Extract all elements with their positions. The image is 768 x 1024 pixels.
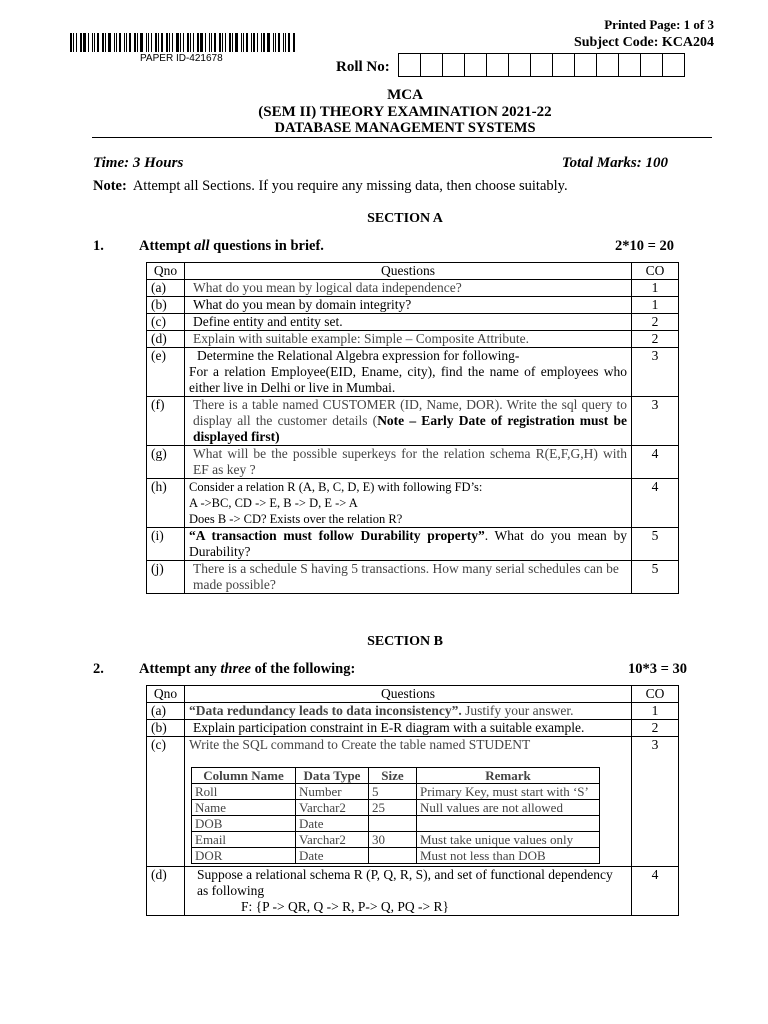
barcode-bar (119, 33, 121, 52)
question-text (185, 348, 632, 397)
table-header-row (147, 686, 679, 703)
barcode-bar (155, 33, 157, 52)
barcode-bar (114, 33, 115, 52)
q2-instruction (139, 661, 355, 678)
printed-page (604, 17, 714, 33)
barcode-bar (129, 33, 131, 52)
qno: (e) (147, 348, 185, 397)
q1-marks: 2*10 = 20 (614, 238, 674, 254)
qno: (h) (147, 479, 185, 528)
co-value: 5 (632, 528, 679, 561)
table-row (147, 314, 679, 331)
barcode-bar (124, 33, 125, 52)
q2-marks: 10*3 = 30 (627, 661, 687, 677)
co-value: 4 (632, 446, 679, 479)
question-text (185, 479, 632, 528)
barcode-bar (273, 33, 274, 52)
subject-title: DATABASE MANAGEMENT SYSTEMS (274, 120, 536, 136)
barcode-bar (148, 33, 149, 52)
cell (369, 848, 417, 864)
exam-title: (SEM II) THEORY EXAMINATION 2021-22 (258, 104, 552, 120)
cell: Date (296, 848, 369, 864)
student-table-header (192, 768, 600, 784)
barcode-bar (92, 33, 93, 52)
section-a-heading: SECTION A (367, 211, 443, 226)
qno: (g) (147, 446, 185, 479)
barcode-bar (83, 33, 86, 52)
barcode-bar (146, 33, 147, 52)
table-row (147, 703, 679, 720)
q1-instruction-pre: Attempt (139, 238, 195, 254)
barcode-bar (211, 33, 212, 52)
barcode-bar (243, 33, 244, 52)
barcode-bar (80, 33, 82, 52)
student-table-row (192, 832, 600, 848)
note-text: Attempt all Sections. If you require any missing data, then choose suitably. (132, 178, 568, 194)
co-value: 3 (632, 348, 679, 397)
cell: Varchar2 (296, 832, 369, 848)
roll-box[interactable] (486, 53, 509, 77)
q1-instruction-em: all (194, 238, 210, 254)
student-table-row (192, 800, 600, 816)
cell (369, 816, 417, 832)
question-text (185, 703, 632, 720)
cell: Email (192, 832, 296, 848)
qno: (c) (147, 314, 185, 331)
student-table-row (192, 848, 600, 864)
barcode-bar (176, 33, 179, 52)
roll-box[interactable] (662, 53, 685, 77)
cell (417, 816, 600, 832)
course-title: MCA (387, 87, 423, 103)
col-data-type: Data Type (296, 768, 369, 784)
cell: Name (192, 800, 296, 816)
roll-box[interactable] (442, 53, 465, 77)
barcode-bar (200, 33, 203, 52)
question-line: A ->BC, CD -> E, B -> D, E -> A (189, 496, 358, 510)
qno: (f) (147, 397, 185, 446)
printed-page-label: Printed Page: (604, 17, 681, 32)
roll-box[interactable] (398, 53, 421, 77)
barcode-bar (288, 33, 290, 52)
co-value: 5 (632, 561, 679, 594)
table-row (147, 479, 679, 528)
barcode-bar (205, 33, 206, 52)
barcode-bar (180, 33, 181, 52)
question-text (185, 528, 632, 561)
roll-box[interactable] (464, 53, 487, 77)
paper-id: PAPER ID-421678 (140, 53, 223, 64)
qno: (d) (147, 867, 185, 916)
qno: (i) (147, 528, 185, 561)
barcode-bar (267, 33, 270, 52)
co-value: 2 (632, 331, 679, 348)
barcode-bar (187, 33, 189, 52)
barcode-bar (261, 33, 262, 52)
section-b-table (146, 685, 679, 916)
barcode-bar (251, 33, 252, 52)
table-row (147, 528, 679, 561)
table-row (147, 867, 679, 916)
barcode-bar (214, 33, 216, 52)
q2-instruction-em: three (220, 661, 251, 677)
question-line: Determine the Relational Algebra expression for following- (197, 348, 520, 363)
question-text (185, 867, 632, 916)
co-value: 1 (632, 297, 679, 314)
col-questions: Questions (185, 686, 632, 703)
q2-number: 2. (93, 661, 104, 677)
note (93, 178, 568, 195)
roll-box[interactable] (420, 53, 443, 77)
barcode-bar (102, 33, 104, 52)
q2-instruction-post: of the following: (250, 661, 356, 677)
barcode-bar (275, 33, 276, 52)
co-value: 1 (632, 280, 679, 297)
roll-box[interactable] (640, 53, 663, 77)
barcode-bar (235, 33, 238, 52)
barcode-bar (229, 33, 231, 52)
question-emphasis: “Data redundancy leads to data inconsistency”. (189, 703, 462, 718)
barcode-bar (105, 33, 106, 52)
qno: (c) (147, 737, 185, 867)
barcode (70, 33, 298, 52)
question-line: F: {P -> QR, Q -> R, P-> Q, PQ -> R} (241, 899, 449, 914)
barcode-bar (283, 33, 284, 52)
q1-number: 1. (93, 238, 104, 254)
cell: Roll (192, 784, 296, 800)
question-line: There is a table named CUSTOMER (ID, Name, DOR). Write the sql query to display all the customer details ( (193, 397, 627, 428)
barcode-bar (97, 33, 99, 52)
barcode-bar (76, 33, 77, 52)
student-table-row (192, 784, 600, 800)
table-row (147, 297, 679, 314)
col-questions: Questions (185, 263, 632, 280)
table-row (147, 737, 679, 867)
question-text: There is a schedule S having 5 transactions. How many serial schedules can be made possible? (185, 561, 632, 594)
col-remark: Remark (417, 768, 600, 784)
barcode-bar (263, 33, 265, 52)
exam-time: Time: 3 Hours (93, 155, 184, 171)
barcode-bar (161, 33, 163, 52)
qno: (a) (147, 280, 185, 297)
qno: (b) (147, 720, 185, 737)
question-line: Suppose a relational schema R (P, Q, R, S), and set of functional dependency as following (197, 867, 613, 898)
question-text: Explain with suitable example: Simple – Composite Attribute. (185, 331, 632, 348)
student-table (191, 767, 600, 864)
barcode-bar (253, 33, 255, 52)
barcode-bar (158, 33, 159, 52)
cell: Must not less than DOB (417, 848, 600, 864)
cell: Date (296, 816, 369, 832)
qno: (b) (147, 297, 185, 314)
co-value: 4 (632, 867, 679, 916)
barcode-bar (108, 33, 111, 52)
col-qno: Qno (147, 686, 185, 703)
question-text: What do you mean by logical data independence? (185, 280, 632, 297)
roll-box[interactable] (508, 53, 531, 77)
student-table-row (192, 816, 600, 832)
question-emphasis: Note – Early Date of registration must be displayed first) (193, 413, 628, 444)
question-line: For a relation Employee(EID, Ename, city), find the name of employees who either live in Delhi or live in Mumbai. (189, 364, 627, 395)
col-size: Size (369, 768, 417, 784)
question-text: What will be the possible superkeys for the relation schema R(E,F,G,H) with EF as key ? (185, 446, 632, 479)
question-text (185, 397, 632, 446)
barcode-bar (257, 33, 258, 52)
barcode-bar (219, 33, 221, 52)
co-value: 4 (632, 479, 679, 528)
barcode-bar (246, 33, 248, 52)
cell: Null values are not allowed (417, 800, 600, 816)
roll-box[interactable] (552, 53, 575, 77)
barcode-bar (151, 33, 152, 52)
table-row (147, 720, 679, 737)
note-label: Note: (93, 178, 127, 194)
subject-code-value: KCA204 (661, 35, 714, 50)
barcode-bar (137, 33, 138, 52)
divider (92, 137, 712, 138)
barcode-bar (134, 33, 136, 52)
table-row (147, 397, 679, 446)
co-value: 3 (632, 397, 679, 446)
cell: 25 (369, 800, 417, 816)
barcode-bar (241, 33, 242, 52)
question-line: Write the SQL command to Create the table named STUDENT (189, 737, 531, 752)
table-row (147, 561, 679, 594)
roll-no-label: Roll No: (336, 59, 390, 75)
barcode-bar (126, 33, 127, 52)
barcode-bar (232, 33, 233, 52)
section-b-heading: SECTION B (367, 634, 443, 649)
col-column-name: Column Name (192, 768, 296, 784)
q1-instruction-post: questions in brief. (209, 238, 324, 254)
col-co: CO (632, 686, 679, 703)
qno: (a) (147, 703, 185, 720)
table-row (147, 331, 679, 348)
barcode-bar (193, 33, 194, 52)
col-qno: Qno (147, 263, 185, 280)
cell: Primary Key, must start with ‘S’ (417, 784, 600, 800)
co-value: 2 (632, 314, 679, 331)
section-a-table (146, 262, 679, 594)
table-row (147, 446, 679, 479)
table-row (147, 348, 679, 397)
question-text (185, 737, 632, 867)
barcode-bar (209, 33, 210, 52)
co-value: 2 (632, 720, 679, 737)
barcode-bar (140, 33, 143, 52)
barcode-bar (88, 33, 89, 52)
question-emphasis: “A transaction must follow Durability property” (189, 528, 485, 543)
barcode-bar (94, 33, 95, 52)
qno: (d) (147, 331, 185, 348)
barcode-bar (278, 33, 280, 52)
cell: DOB (192, 816, 296, 832)
table-header-row (147, 263, 679, 280)
barcode-bar (169, 33, 170, 52)
roll-box[interactable] (618, 53, 641, 77)
cell: Varchar2 (296, 800, 369, 816)
question-text: Define entity and entity set. (185, 314, 632, 331)
cell: Number (296, 784, 369, 800)
table-row (147, 280, 679, 297)
col-co: CO (632, 263, 679, 280)
barcode-bar (183, 33, 184, 52)
barcode-bar (172, 33, 173, 52)
roll-box[interactable] (530, 53, 553, 77)
question-line: Justify your answer. (461, 703, 574, 718)
question-line: Consider a relation R (A, B, C, D, E) with following FD’s: (189, 480, 483, 494)
question-text: What do you mean by domain integrity? (185, 297, 632, 314)
barcode-bar (293, 33, 295, 52)
question-text: Explain participation constraint in E-R diagram with a suitable example. (185, 720, 632, 737)
printed-page-value: 1 of 3 (683, 17, 714, 32)
barcode-bar (285, 33, 286, 52)
barcode-bar (73, 33, 74, 52)
question-line: Does B -> CD? Exists over the relation R? (189, 512, 403, 526)
cell: 5 (369, 784, 417, 800)
roll-no-boxes[interactable] (399, 53, 685, 77)
subject-code-label: Subject Code: (573, 35, 659, 50)
barcode-bar (116, 33, 117, 52)
co-value: 3 (632, 737, 679, 867)
qno: (j) (147, 561, 185, 594)
co-value: 1 (632, 703, 679, 720)
barcode-bar (70, 33, 72, 52)
roll-box[interactable] (574, 53, 597, 77)
subject-code (574, 35, 714, 51)
barcode-bar (197, 33, 199, 52)
cell: Must take unique values only (417, 832, 600, 848)
barcode-bar (225, 33, 226, 52)
total-marks: Total Marks: 100 (561, 155, 668, 171)
q1-instruction (139, 238, 324, 255)
barcode-bar (166, 33, 168, 52)
cell: 30 (369, 832, 417, 848)
barcode-bar (222, 33, 223, 52)
cell: DOR (192, 848, 296, 864)
q2-instruction-pre: Attempt any (139, 661, 221, 677)
barcode-bar (190, 33, 191, 52)
question-line: . What do you mean by Durability? (189, 528, 627, 559)
roll-box[interactable] (596, 53, 619, 77)
